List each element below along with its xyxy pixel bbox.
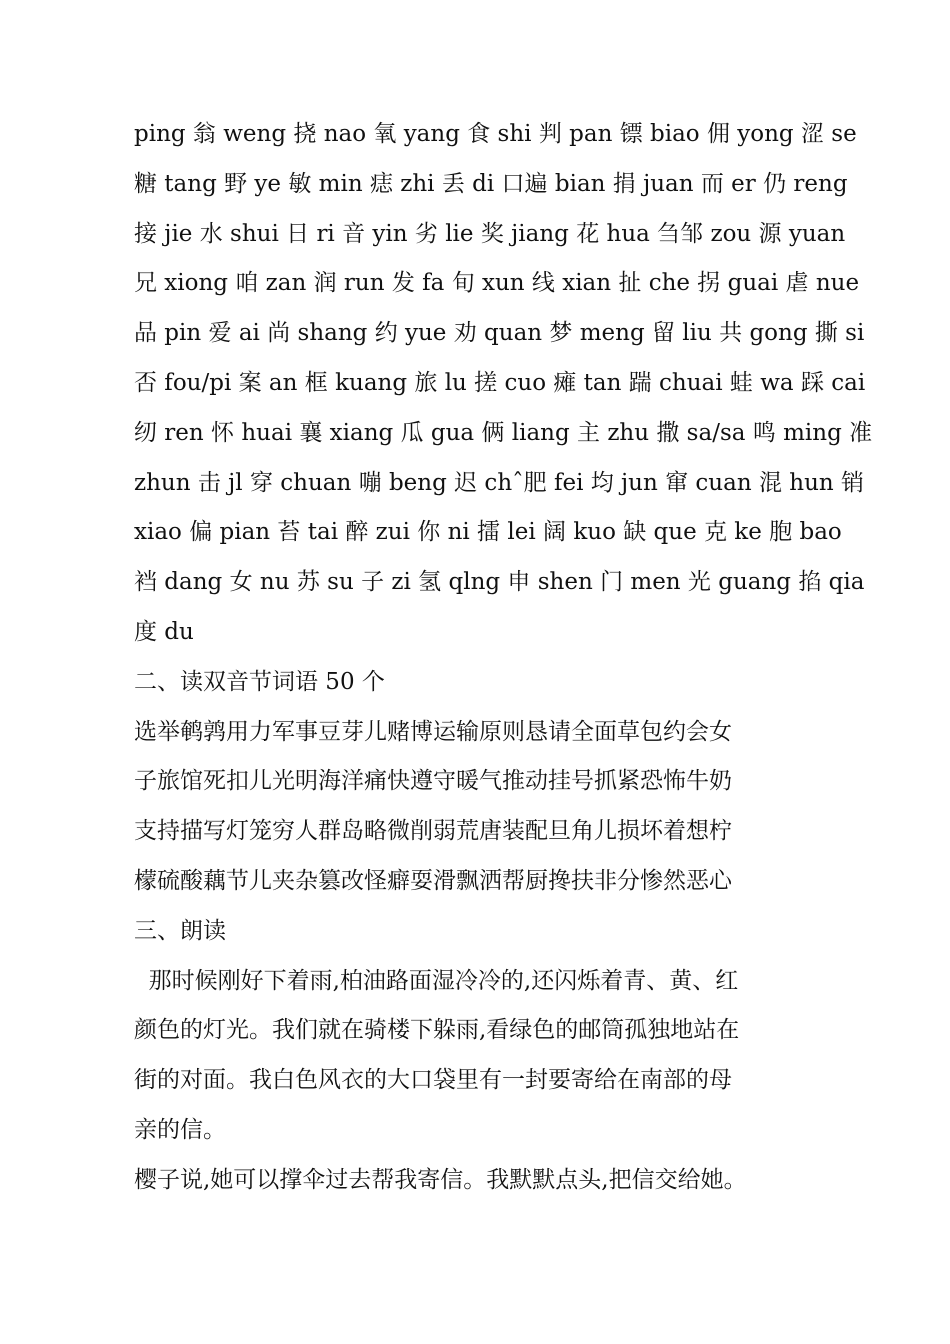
- pinyin-line: 品 pin 爱 ai 尚 shang 约 yue 劝 quan 梦 meng 留 liu 共 gong 撕 si: [134, 320, 865, 347]
- words-block: [134, 658, 824, 907]
- section-heading-reading: 三、朗读: [134, 917, 226, 944]
- reading-block: [134, 907, 824, 1206]
- words-line: 选举鹌鹑用力军事豆芽儿赌博运输原则恳请全面草包约会女: [134, 718, 732, 745]
- reading-line: 颜色的灯光。我们就在骑楼下躲雨,看绿色的邮筒孤独地站在: [134, 1017, 740, 1044]
- document-body: [134, 110, 873, 1206]
- pinyin-line: 裆 dang 女 nu 苏 su 子 zi 氢 qlng 申 shen 门 men 光 guang 掐 qia: [134, 569, 865, 596]
- pinyin-line: 度 du: [134, 618, 194, 645]
- pinyin-line: ping 翁 weng 挠 nao 氧 yang 食 shi 判 pan 镖 biao 佣 yong 涩 se: [134, 121, 857, 147]
- section-heading-words: 二、读双音节词语 50 个: [134, 668, 385, 695]
- words-line: 子旅馆死扣儿光明海洋痛快遵守暖气推动挂号抓紧恐怖牛奶: [134, 768, 732, 795]
- reading-line: 街的对面。我白色风衣的大口袋里有一封要寄给在南部的母: [134, 1067, 732, 1094]
- pinyin-line: xiao 偏 pian 苔 tai 醉 zui 你 ni 擂 lei 阔 kuo 缺 que 克 ke 胞 bao: [134, 519, 842, 546]
- pinyin-line: 接 jie 水 shui 日 ri 音 yin 劣 lie 奖 jiang 花 hua 刍邹 zou 源 yuan: [134, 220, 846, 247]
- pinyin-line: 纫 ren 怀 huai 襄 xiang 瓜 gua 俩 liang 主 zhu 撒 sa/sa 鸣 ming 准: [134, 419, 873, 446]
- pinyin-line: 糖 tang 野 ye 敏 min 痣 zhi 丢 di 口遍 bian 捐 juan 而 er 仍 reng: [134, 170, 848, 197]
- reading-line: 那时候刚好下着雨,柏油路面湿冷冷的,还闪烁着青、黄、红: [134, 967, 739, 994]
- pinyin-line: 否 fou/pi 案 an 框 kuang 旅 lu 搓 cuo 瘫 tan 踹 chuai 蛙 wa 踩 cai: [134, 369, 866, 396]
- words-line: 檬硫酸藕节儿夹杂篡改怪癖耍滑飘洒帮厨搀扶非分惨然恶心: [134, 867, 732, 894]
- reading-line: 樱子说,她可以撑伞过去帮我寄信。我默默点头,把信交给她。: [134, 1166, 747, 1193]
- pinyin-line: zhun 击 jl 穿 chuan 嘣 beng 迟 chˆ肥 fei 均 jun 窜 cuan 混 hun 销: [134, 469, 865, 496]
- words-line: 支持描写灯笼穷人群岛略微削弱荒唐装配旦角儿损坏着想柠: [134, 818, 732, 845]
- reading-line: 亲的信。: [134, 1116, 226, 1143]
- pinyin-line: 兄 xiong 咱 zan 润 run 发 fa 旬 xun 线 xian 扯 che 拐 guai 虐 nue: [134, 270, 860, 297]
- pinyin-block: [134, 110, 873, 658]
